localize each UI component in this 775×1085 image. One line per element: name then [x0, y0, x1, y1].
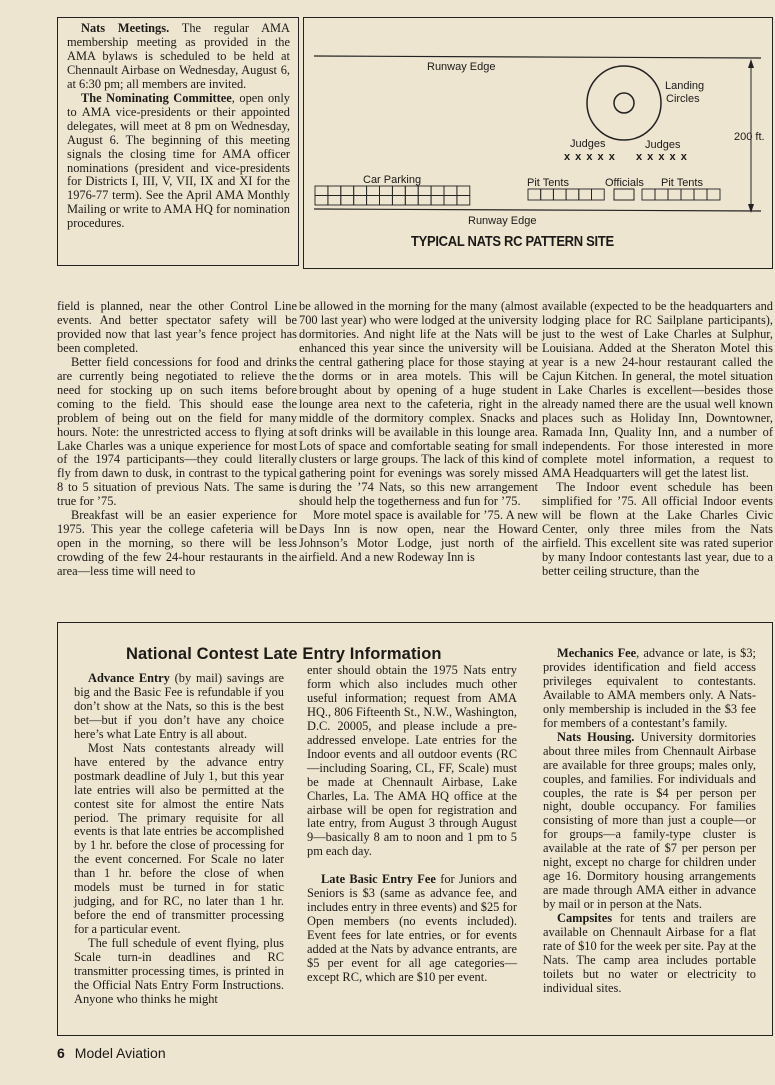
parking-space [380, 186, 393, 196]
late-entry-column-3 [543, 647, 756, 996]
landing-circle-outer [587, 66, 661, 140]
parking-space [418, 196, 431, 206]
paragraph: enter should obtain the 1975 Nats entry form which also includes much other useful information; request from AMA HQ., 806 Fifteenth St., N.W., Washington, D.C. 20005, and please include a pre-addressed envelope. Late entries for the Indoor events and all outdoor events (RC—including Soaring, CL, FF, Scale) must be made at Chennault Airbase, Lake Charles, La. The AMA HQ office at the airbase will be open for registration and late entry, from August 3 through August 9—basically 8 am to noon and 1 pm to 5 pm each day. [307, 663, 517, 859]
pit-tent-space [592, 189, 605, 200]
late-entry-column-2 [307, 664, 517, 985]
diagram-title: TYPICAL NATS RC PATTERN SITE [411, 232, 614, 250]
advance-entry-lead: Advance Entry [88, 671, 170, 685]
campsites-lead: Campsites [557, 911, 613, 926]
late-entry-column-1 [74, 672, 284, 1007]
pit-tent-space [553, 189, 566, 200]
pit-tents-left-label: Pit Tents [527, 177, 569, 189]
parking-space [444, 186, 457, 196]
pit-tent-space [528, 189, 541, 200]
landing-circles-label-2: Circles [666, 93, 700, 105]
parking-space [341, 196, 354, 206]
article-column-2 [299, 300, 538, 565]
paragraph: field is planned, near the other Control Line events. And better spectator safety will be provided now that last year’s fence project has been completed. [57, 299, 297, 355]
parking-space [405, 186, 418, 196]
pit-tent-space [668, 189, 681, 200]
arrow-up-icon [748, 59, 754, 68]
landing-circle-inner [614, 93, 634, 113]
pit-tent-space [541, 189, 554, 200]
judges-right-label: Judges [645, 139, 681, 151]
campsites-paragraph [543, 912, 756, 996]
paragraph: Most Nats contestants already will have entered by the advance entry postmark deadline of July 1, but this year late entries will also be permitted at the contest site for almost the entire Nats period. The primary requisite for all events is that late entries be accomplished by 1 hr. before the close of processing for the event concerned. For Scale no later than 1 hr. before the close of when models must be turned in for static judging, and for RC, no later than 1 hr. before the end of transmitter processing for a particular event. [74, 740, 284, 937]
parking-space [431, 186, 444, 196]
arrow-down-icon [748, 204, 754, 213]
parking-space [392, 186, 405, 196]
pit-tent-space [694, 189, 707, 200]
housing-paragraph [543, 731, 756, 912]
parking-space [444, 196, 457, 206]
officials-box [614, 189, 634, 200]
pit-tents-grid [528, 189, 720, 200]
rc-pattern-site-diagram [303, 17, 773, 269]
mechanics-fee-paragraph [543, 647, 756, 731]
nats-meetings-notice [57, 17, 299, 266]
paragraph: be allowed in the morning for the many (almost 700 last year) who were lodged at the university dormitories. And night life at the Nats will be enhanced this year since the university will be the central gathering place for those staying at the dorms or in area motels. This will be brought about by opening of a huge student lounge area next to the cafeteria, right in the middle of the dormitory complex. Snacks and soft drinks will be available in this lounge area. Lots of space and comfortable seating for small clusters or large groups. The lack of this kind of gathering point for evenings was sorely missed during the ’74 Nats, so this new arrangement should help the togetherness and fun for ’75. [299, 299, 538, 509]
late-fee-lead: Late Basic Entry Fee [321, 872, 436, 887]
car-parking-grid [315, 186, 470, 205]
article-column-1 [57, 300, 297, 579]
nats-meetings-paragraph [67, 22, 290, 92]
car-parking-label: Car Parking [363, 174, 422, 186]
judges-left-marks: x x x x x [564, 151, 616, 163]
advance-entry-text: (by mail) savings are big and the Basic Fee is refundable if you don’t show at the Nats, so this is the best bet—but if you don’t have any choice here’s what Late Entry is all about. [74, 671, 284, 741]
dimension-label: 200 ft. [734, 131, 765, 143]
parking-space [457, 186, 470, 196]
paragraph: The Indoor event schedule has been simplified for ’75. All official Indoor events will be flown at the Lake Charles Civic Center, only three miles from the Nats airfield. This excellent site was rated superior by many Indoor contestants last year, due to a better ceiling structure, than the [542, 480, 773, 579]
runway-edge-bottom-line [314, 209, 761, 211]
runway-edge-bottom-label: Runway Edge [468, 215, 537, 227]
parking-space [457, 196, 470, 206]
parking-space [315, 186, 328, 196]
parking-space [405, 196, 418, 206]
parking-space [315, 196, 328, 206]
pit-tents-right-label: Pit Tents [661, 177, 703, 189]
campsites-text: for tents and trailers are available on Chennault Airbase for a flat rate of $10 for the week per site. Pay at the Nats. The camp area includes portable toilets but no water or electricity to individual sites. [543, 911, 756, 995]
officials-label: Officials [605, 177, 644, 189]
parking-space [380, 196, 393, 206]
paragraph: Better field concessions for food and drinks are currently being negotiated to relieve the need for stocking up on such items before coming to the field. This should ease the problem of being out on the field for many hours. Note: the unrestricted access to flying at Lake Charles was a unique experience for most of the 1974 participants—they could literally fly from dawn to dusk, in contrast to the typical 8 to 5 situation of previous Nats. The same is true for ’75. [57, 354, 297, 509]
article-column-3 [542, 300, 773, 579]
late-fee-text: for Juniors and Seniors is $3 (same as advance fee, and includes entry in three events) and $25 for Open members (no events included). Event fees for late entries, or for events added at the Nats by advance entrants, are $5 per event for all age categories—except RC, which are $10 per event. [307, 872, 517, 985]
nats-meetings-text: The regular AMA membership meeting as provided in the AMA bylaws is scheduled to be held at Chennault Airbase on Wednesday, August 6, at 6:30 pm; all members are invited. [67, 21, 290, 91]
nominating-committee-text: , open only to AMA vice-presidents or their appointed delegates, will meet at 8 pm on Wednesday, August 6. The beginning of this meeting signals the closing time for AMA officer nominations (president and vice-presidents for Districts I, III, V, VII, IX and XI for the 1976-77 term). See the April AMA Monthly Mailing or write to AMA HQ for nomination procedures. [67, 90, 290, 231]
judges-left-label: Judges [570, 138, 606, 150]
paragraph: available (expected to be the headquarters and lodging place for RC Sailplane participants), just to the west of Lake Charles at Sulphur, Louisiana. Added at the Sheraton Motel this year is a new 24-hour restaurant called the Cajun Kitchen. In general, the motel situation in Lake Charles is excellent—besides those already named there are the usual well known places such as Holiday Inn, Downtowner, Ramada Inn, Quality Inn, and a number of independents. For those interested in more complete motel information, a request to AMA Headquarters will get the latest list. [542, 299, 773, 481]
parking-space [418, 186, 431, 196]
mechanics-fee-lead: Mechanics Fee [557, 646, 637, 660]
paragraph: Breakfast will be an easier experience for 1975. This year the college cafeteria will be open in the morning, so there will be less crowding of the few 24-hour restaurants in the area—less time will need to [57, 508, 297, 579]
judges-right-marks: x x x x x [636, 151, 688, 163]
late-entry-title: National Contest Late Entry Information [126, 645, 442, 663]
pit-tent-space [681, 189, 694, 200]
runway-edge-top-line [314, 56, 761, 58]
page-footer [57, 1045, 166, 1061]
nominating-committee-lead: The Nominating Committee [81, 90, 232, 105]
paragraph: More motel space is available for ’75. A new Days Inn is now open, near the Howard Johnson’s Motor Lodge, just north of the airfield. And a new Rodeway Inn is [299, 508, 538, 565]
advance-entry-paragraph [74, 672, 284, 742]
magazine-name: Model Aviation [74, 1045, 166, 1061]
parking-space [367, 196, 380, 206]
housing-text: University dormitories about three miles from Chennault Airbase are available for three groups; males only, couples, and families. For individuals and couples, the rate is $4 per person per night, double occupancy. For families consisting of more than just a couple—or for groups—a family-type cluster is available at the rate of $7 per person per night, except no charge for children under age 16. Dormitory housing arrangements are made through AMA either in advance by mail or in person at the Nats. [543, 729, 756, 912]
pit-tent-space [566, 189, 579, 200]
parking-space [431, 196, 444, 206]
site-diagram-svg [304, 18, 771, 267]
pit-tent-space [579, 189, 592, 200]
parking-space [392, 196, 405, 206]
housing-lead: Nats Housing. [557, 729, 635, 744]
pit-tent-space [707, 189, 720, 200]
nominating-committee-paragraph [67, 92, 290, 232]
parking-space [328, 196, 341, 206]
pit-tent-space [642, 189, 655, 200]
nats-meetings-lead: Nats Meetings. [81, 21, 170, 35]
paragraph: The full schedule of event flying, plus Scale turn-in deadlines and RC transmitter processing times, is printed in the Official Nats Entry Form Instructions. Anyone who thinks he might [74, 936, 284, 1006]
page-number: 6 [57, 1045, 65, 1061]
mechanics-fee-text: , advance or late, is $3; provides identification and field access privileges equivalent to contestants. Available to AMA members only. A Nats-only membership is included in the $3 fee for members of a contestant’s family. [543, 646, 756, 730]
parking-space [328, 186, 341, 196]
parking-space [354, 186, 367, 196]
runway-edge-top-label: Runway Edge [427, 61, 496, 73]
parking-space [354, 196, 367, 206]
parking-space [367, 186, 380, 196]
pit-tent-space [655, 189, 668, 200]
parking-space [341, 186, 354, 196]
late-fee-paragraph [307, 873, 517, 985]
landing-circles-label-1: Landing [665, 80, 705, 92]
